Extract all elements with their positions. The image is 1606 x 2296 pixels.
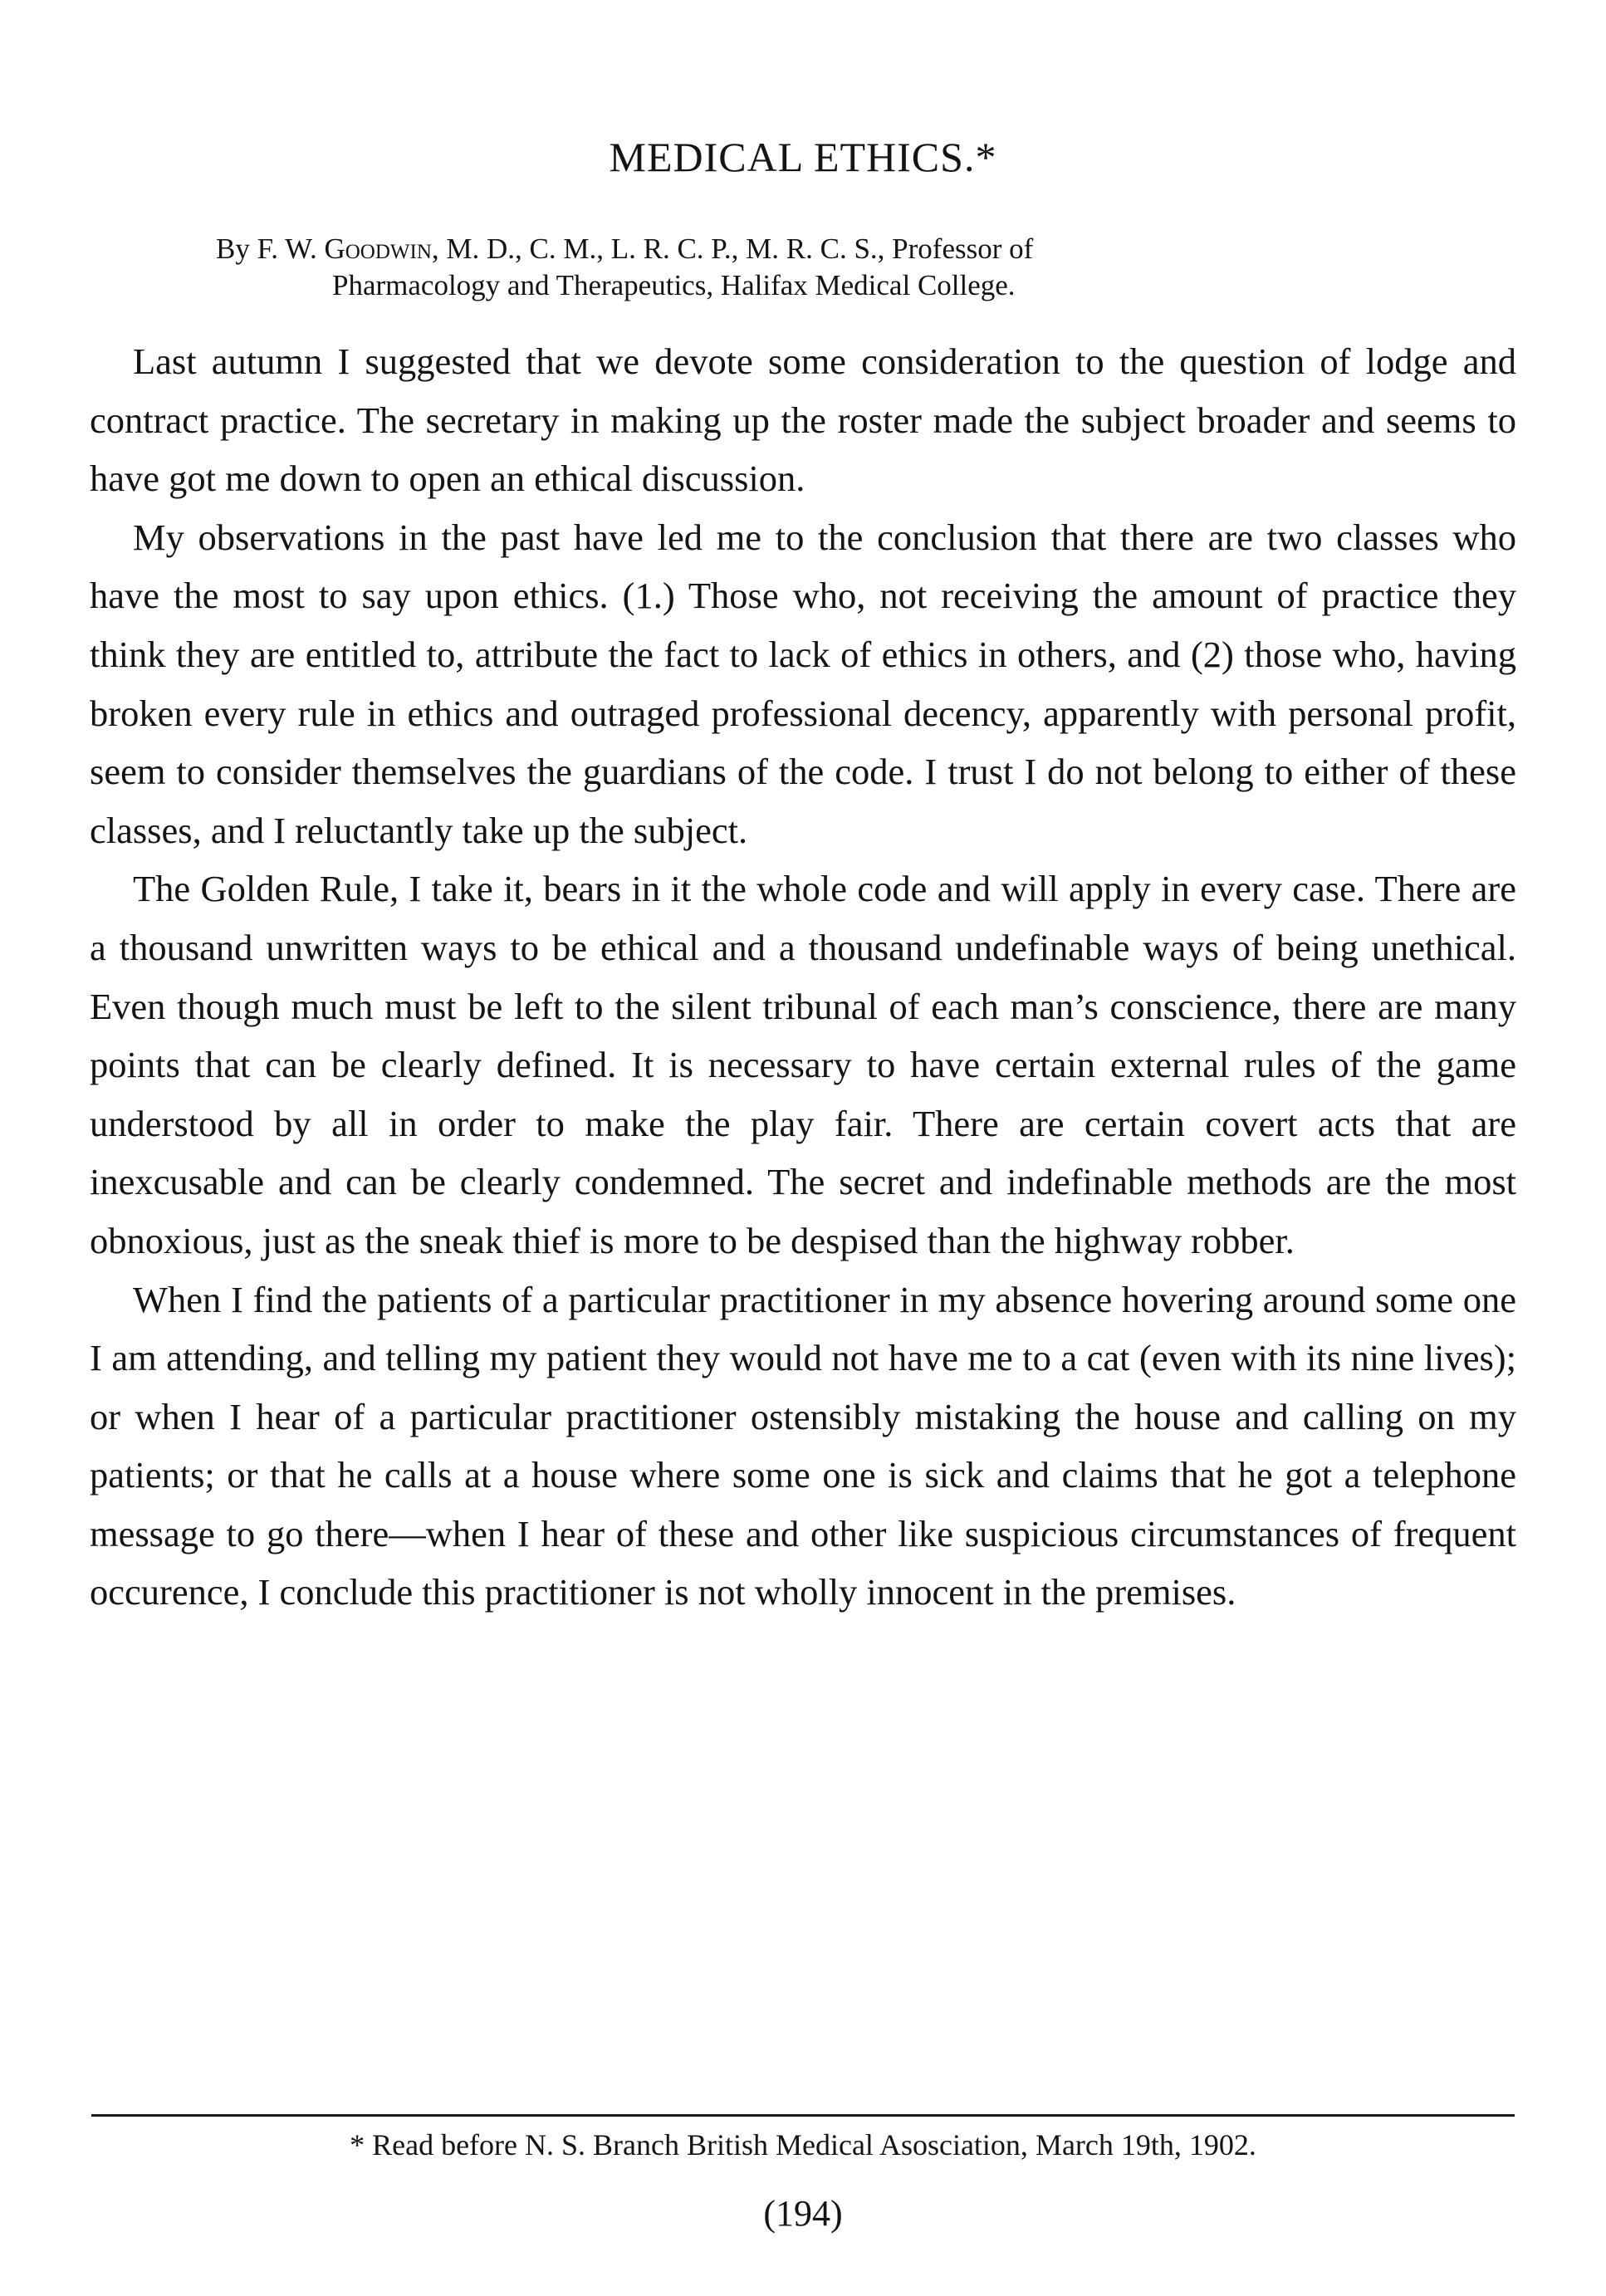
byline-prefix: By F. W. xyxy=(216,233,317,265)
paragraph-1: Last autumn I suggested that we devote some consideration to the question of lodge and contract practice. The secretary in making up the roster made the subject broader and seems to have got me down to open an ethical discussion. xyxy=(90,340,1516,500)
paragraph-2: My observations in the past have led me to the conclusion that there are two classes who have the most to say upon ethics. (1.) Those who, not receiving the amount of practice they think they are entitled to, attribute the fact to lack of ethics in others, and (2) those who, having broken every rule in ethics and outraged professional decency, apparently with personal profit, seem to consider themselves the guardians of the code. I trust I do not belong to either of these classes, and I reluctantly take up the subject. xyxy=(90,516,1516,851)
paragraph-4: When I find the patients of a particular practitioner in my absence hovering around some one I am attending, and telling my patient they would not have me to a cat (even with its nine lives); or when I hear of a particular practitioner ostensibly mistaking the house and calling on my patients; or that he calls at a house where some one is sick and claims that he got a telephone message to go there—when I hear of these and other like suspicious circumstances of frequent occurence, I conclude this practitioner is not wholly innocent in the premises. xyxy=(90,1278,1516,1613)
paragraph-3: The Golden Rule, I take it, bears in it the whole code and will apply in every case. There are a thousand unwritten ways to be ethical and a thousand undefinable ways of being unethical. Even though much must be left to the silent tribunal of each man’s conscience, there are many points that can be clearly defined. It is necessary to have certain external rules of the game understood by all in order to make the play fair. There are certain covert acts that are inexcusable and can be clearly condemned. The secret and indefinable methods are the most obnoxious, just as the sneak thief is more to be despised than the highway robber. xyxy=(90,868,1516,1261)
byline-credentials: , M. D., C. M., L. R. C. P., M. R. C. S., Professor of xyxy=(431,233,1034,265)
page-number: (194) xyxy=(763,2193,843,2234)
byline-affiliation: Pharmacology and Therapeutics, Halifax Medical College. xyxy=(332,269,1016,301)
byline-author: Goodwin xyxy=(324,233,432,265)
footnote: * Read before N. S. Branch British Medical Asosciation, March 19th, 1902. xyxy=(350,2128,1256,2161)
footnote-divider xyxy=(91,2114,1515,2117)
article-body xyxy=(90,332,1516,1622)
byline xyxy=(216,231,1462,304)
article-title: MEDICAL ETHICS.* xyxy=(609,134,997,180)
